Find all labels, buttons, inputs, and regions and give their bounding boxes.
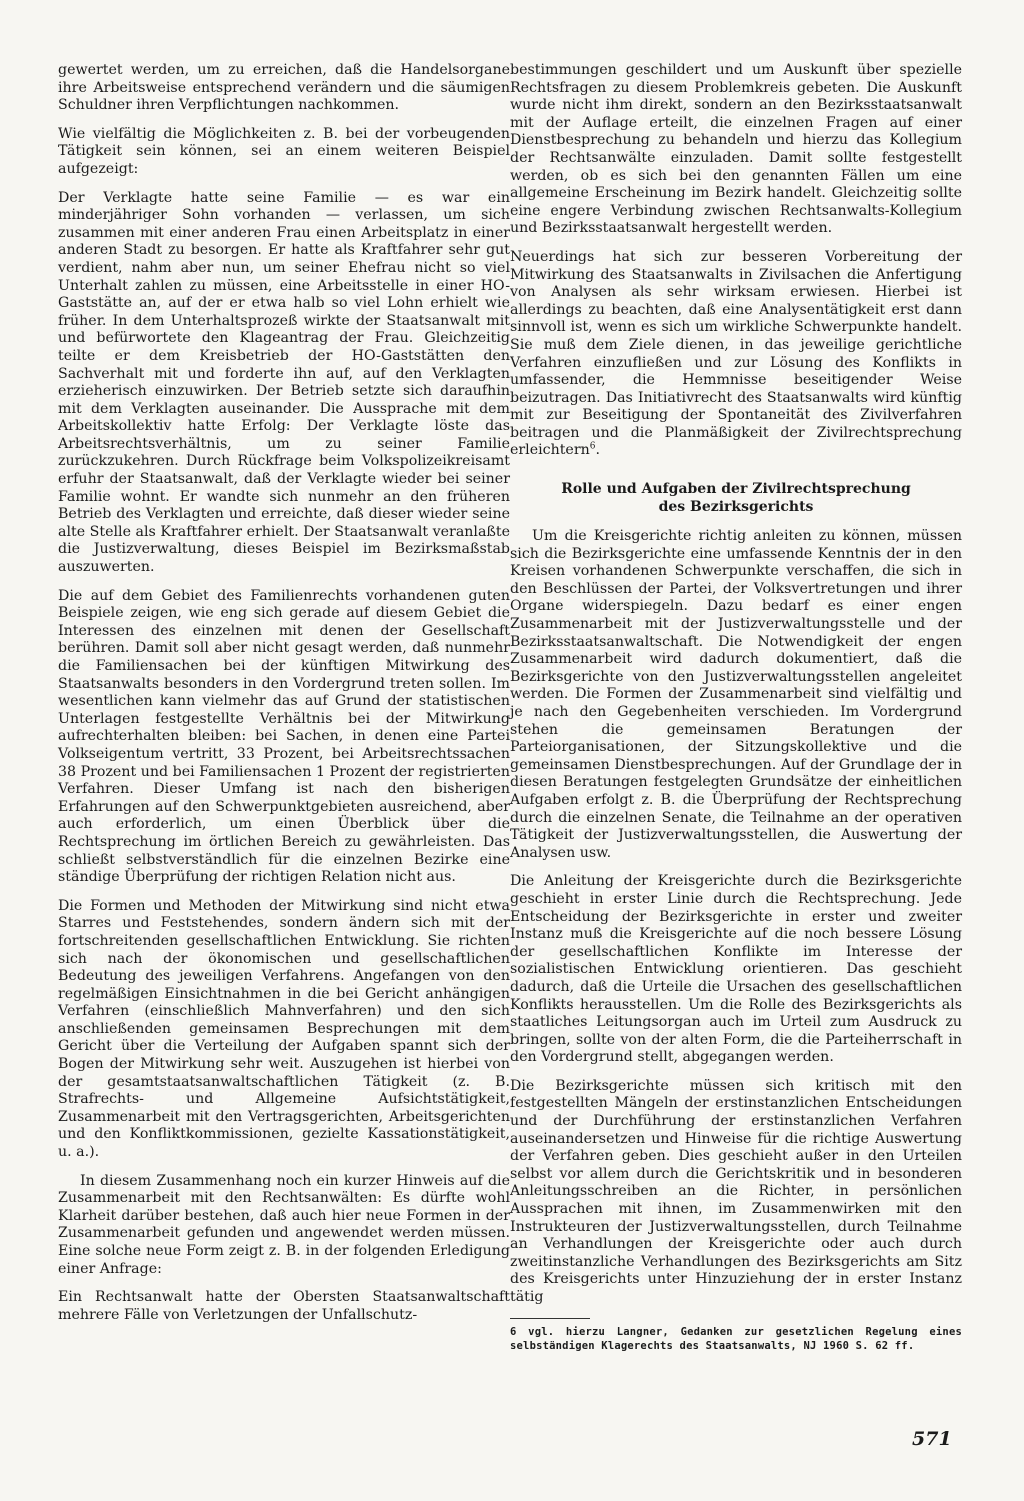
paragraph: Die auf dem Gebiet des Familienrechts vorhandenen guten Beispiele zeigen, wie eng sich gerade auf diesem Gebiet die Interessen des einzelnen mit denen der Gesellschaft berühren. Damit soll aber nicht gesagt werden, daß nunmehr die Familiensachen bei der künftigen Mitwirkung des Staatsanwalts besonders in den Vordergrund treten sollen. Im wesentlichen kann vielmehr das auf Grund der statistischen Unterlagen festgestellte Verhältnis bei der Mitwirkung aufrechterhalten bleiben: bei Sachen, in denen eine Partei Volkseigentum vertritt, 33 Prozent, bei Arbeitsrechtssachen 38 Prozent und bei Familiensachen 1 Prozent der registrierten Verfahren. Dieser Umfang ist nach den bisherigen Erfahrungen auf den Schwerpunktgebieten ausreichend, aber auch erforderlich, um einen Überblick über die Rechtsprechung im örtlichen Bereich zu gewährleisten. Das schließt selbstverständlich für die einzelnen Bezirke eine ständige Überprüfung der richtigen Relation nicht aus. <box>58 587 510 886</box>
paragraph: Um die Kreisgerichte richtig anleiten zu können, müssen sich die Bezirksgerichte eine umfassende Kenntnis der in den Kreisen vorhandenen Schwerpunkte verschaffen, die sich in den Beschlüssen der Partei, der Volksvertretungen und ihrer Organe widerspiegeln. Dazu bedarf es einer engen Zusammenarbeit mit der Justizverwaltungsstelle und der Bezirksstaatsanwaltschaft. Die Notwendigkeit der engen Zusammenarbeit wird dadurch dokumentiert, daß die Bezirksgerichte von den Justizverwaltungsstellen angeleitet werden. Die Formen der Zusammenarbeit sind vielfältig und je nach den Gegebenheiten verschieden. Im Vordergrund stehen die gemeinsamen Beratungen der Parteiorganisationen, der Sitzungskollektive und die gemeinsamen Dienstbesprechungen. Auf der Grundlage der in diesen Beratungen festgelegten Grundsätze der einheitlichen Aufgaben erfolgt z. B. die Überprüfung der Rechtsprechung durch die einzelnen Senate, die Teilnahme an der operativen Tätigkeit der Justizverwaltungsstellen, die Auswertung der Analysen usw. <box>510 528 962 861</box>
page-number: 571 <box>912 1428 952 1450</box>
heading-line: Rolle und Aufgaben der Zivilrechtsprechung <box>561 481 911 498</box>
left-column <box>58 62 510 1335</box>
paragraph: Die Formen und Methoden der Mitwirkung sind nicht etwa Starres und Feststehendes, sondern ändern sich mit der fortschreitenden gesellschaftlichen Entwicklung. Sie richten sich nach der ökonomischen und gesellschaftlichen Bedeutung des jeweiligen Verfahrens. Angefangen von den regelmäßigen Einsichtnahmen in die bei Gericht anhängigen Verfahren (einschließlich Mahnverfahren) und den sich anschließenden gemeinsamen Besprechungen mit dem Gericht über die Verteilung der Aufgaben spannt sich der Bogen der Mitwirkung sehr weit. Auszugehen ist hierbei von der gesamtstaatsanwaltschaftlichen Tätigkeit (z. B. Strafrechts- und Allgemeine Aufsichtstätigkeit, Zusammenarbeit mit den Vertragsgerichten, Arbeitsgerichten und den Konfliktkommissionen, gezielte Kassationstätigkeit, u. a.). <box>58 897 510 1161</box>
paragraph-text: Neuerdings hat sich zur besseren Vorbereitung der Mitwirkung des Staatsanwalts in Zivilsachen die Anfertigung von Analysen als sehr wirksam erwiesen. Hierbei ist allerdings zu beachten, daß eine Analysentätigkeit erst dann sinnvoll ist, wenn es sich um wirkliche Schwerpunkte handelt. Sie muß dem Ziele dienen, in das jeweilige gerichtliche Verfahren einzufließen und zur Lösung des Konflikts in umfassender, die Hemmnisse beseitigender Weise beizutragen. Das Initiativrecht des Staatsanwalts wird künftig mit zur Beseitigung der Spontaneität des Zivilverfahren beitragen und die Planmäßigkeit der Zivilrechtsprechung erleichtern <box>510 248 962 459</box>
footnote-marker: 6 <box>589 441 596 452</box>
paragraph: gewertet werden, um zu erreichen, daß die Handelsorgane ihre Arbeitsweise entsprechend verändern und die säumigen Schuldner ihren Verpflichtungen nachkommen. <box>58 62 510 114</box>
section-heading <box>510 480 962 516</box>
right-column <box>510 62 962 1353</box>
paragraph: Ein Rechtsanwalt hatte der Obersten Staatsanwaltschaft mehrere Fälle von Verletzungen der Unfallschutz- <box>58 1289 510 1323</box>
paragraph-with-footnote-ref: Neuerdings hat sich zur besseren Vorbereitung der Mitwirkung des Staatsanwalts in Zivilsachen die Anfertigung von Analysen als sehr wirksam erwiesen. Hierbei ist allerdings zu beachten, daß eine Analysentätigkeit erst dann sinnvoll ist, wenn es sich um wirkliche Schwerpunkte handelt. Sie muß dem Ziele dienen, in das jeweilige gerichtliche Verfahren einzufließen und zur Lösung des Konflikts in umfassender, die Hemmnisse beseitigender Weise beizutragen. Das Initiativrecht des Staatsanwalts wird künftig mit zur Beseitigung der Spontaneität des Zivilverfahren beitragen und die Planmäßigkeit der Zivilrechtsprechung erleichtern$^6$. <box>510 248 962 459</box>
paragraph: Wie vielfältig die Möglichkeiten z. B. bei der vorbeugenden Tätigkeit sein können, sei an einem weiteren Beispiel aufgezeigt: <box>58 125 510 177</box>
paragraph: Die Bezirksgerichte müssen sich kritisch mit den festgestellten Mängeln der erstinstanzlichen Entscheidungen und der Durchführung der erstinstanzlichen Verfahren auseinandersetzen und Hinweise für die richtige Auswertung der Verfahren geben. Dies geschieht außer in den Urteilen selbst vor allem durch die Gerichtskritik und in besonderen Anleitungsschreiben an die Richter, in persönlichen Aussprachen mit ihnen, im Zusammenwirken mit den Instrukteuren der Justizverwaltungsstellen, durch Teilnahme an Verhandlungen der Kreisgerichte oder auch durch zweitinstanzliche Verhandlungen des Bezirksgerichts am Sitz des Kreisgerichts unter Hinzuziehung der in erster Instanz tätig <box>510 1077 962 1305</box>
heading-line: des Bezirksgerichts <box>658 499 814 516</box>
paragraph: Die Anleitung der Kreisgerichte durch die Bezirksgerichte geschieht in erster Linie durch die Rechtsprechung. Jede Entscheidung der Bezirksgerichte in erster und zweiter Instanz muß die Kreisgerichte auf die noch bessere Lösung der gesellschaftlichen Konflikte im Interesse der sozialistischen Entwicklung orientieren. Das geschieht dadurch, daß die Urteile die Ursachen des gesellschaftlichen Konflikts herausstellen. Um die Rolle des Bezirksgerichts als staatliches Leitungsorgan auch im Urteil zum Ausdruck zu bringen, sollte von der alten Form, die die Parteiherrschaft in den Vordergrund stellt, abgegangen werden. <box>510 873 962 1066</box>
footnote: 6 vgl. hierzu Langner, Gedanken zur gesetzlichen Regelung eines selbständigen Klagerechts des Staatsanwalts, NJ 1960 S. 62 ff. <box>510 1325 962 1352</box>
footnote-divider <box>510 1318 590 1319</box>
paragraph: In diesem Zusammenhang noch ein kurzer Hinweis auf die Zusammenarbeit mit den Rechtsanwälten: Es dürfte wohl Klarheit darüber bestehen, daß auch hier neue Formen in der Zusammenarbeit gefunden und angewendet werden müssen. Eine solche neue Form zeigt z. B. in der folgenden Erledigung einer Anfrage: <box>58 1172 510 1277</box>
paragraph: bestimmungen geschildert und um Auskunft über spezielle Rechtsfragen zu diesem Problemkreis gebeten. Die Auskunft wurde nicht ihm direkt, sondern an den Bezirksstaatsanwalt mit der Auflage erteilt, die einzelnen Fragen auf einer Dienstbesprechung zu behandeln und hierzu das Kollegium der Rechtsanwälte einzuladen. Damit sollte festgestellt werden, ob es sich bei den genannten Fällen um eine allgemeine Erscheinung im Bezirk handelt. Gleichzeitig sollte eine engere Verbindung zwischen Rechtsanwalts-Kollegium und Bezirksstaatsanwalt hergestellt werden. <box>510 62 962 237</box>
paragraph: Der Verklagte hatte seine Familie — es war ein minderjähriger Sohn vorhanden — verlassen, um sich zusammen mit einer anderen Frau einen Arbeitsplatz in einer anderen Stadt zu besorgen. Er hatte als Kraftfahrer sehr gut verdient, nahm aber nun, um seiner Ehefrau nicht so viel Unterhalt zahlen zu müssen, eine Arbeitsstelle in einer HO-Gaststätte an, auf der er etwa halb so viel Lohn erhielt wie früher. In dem Unterhaltsprozeß wirkte der Staatsanwalt mit und befürwortete den Klageantrag der Frau. Gleichzeitig teilte er dem Kreisbetrieb der HO-Gaststätten den Sachverhalt mit und forderte ihn auf, auf den Verklagten erzieherisch einzuwirken. Der Betrieb setzte sich daraufhin mit dem Verklagten auseinander. Die Aussprache mit dem Arbeitskollektiv hatte Erfolg: Der Verklagte löste das Arbeitsrechtsverhältnis, um zu seiner Familie zurückzukehren. Durch Rückfrage beim Volkspolizeikreisamt erfuhr der Staatsanwalt, daß der Verklagte wieder bei seiner Familie wohnt. Er wandte sich nunmehr an den früheren Betrieb des Verklagten und erreichte, daß dieser wieder seine alte Stelle als Kraftfahrer erhielt. Der Staatsanwalt veranlaßte die Justizverwaltung, dieses Beispiel im Bezirksmaßstab auszuwerten. <box>58 189 510 576</box>
